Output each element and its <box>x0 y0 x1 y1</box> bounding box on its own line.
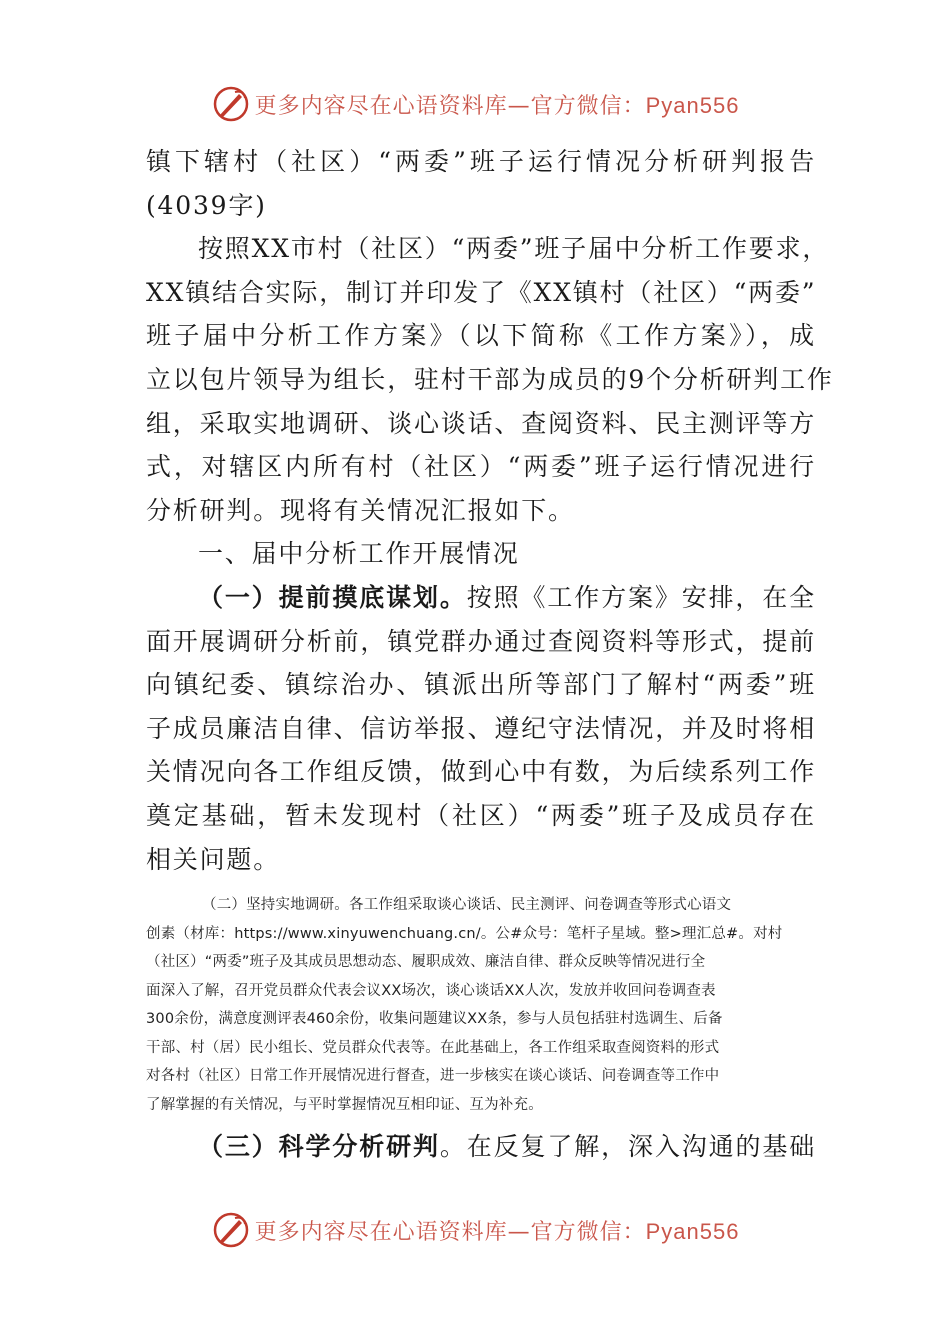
sec1-lead: （一）提前摸底谋划。 <box>198 582 467 612</box>
intro-line: 立以包片领导为组长，驻村干部为成员的9个分析研判工作 <box>146 364 834 394</box>
intro-line: 分析研判。现将有关情况汇报如下。 <box>146 495 575 525</box>
doc-title-wordcount: (4039字) <box>146 190 267 220</box>
pen-logo-icon <box>211 84 251 124</box>
sec2-line: 面深入了解，召开党员群众代表会议XX场次，谈心谈话XX人次，发放并收回问卷调查表 <box>146 982 716 999</box>
sec2-line: 干部、村（居）民小组长、党员群众代表等。在此基础上，各工作组采取查阅资料的形式 <box>146 1039 720 1056</box>
sec2-paragraph <box>146 891 816 1119</box>
sec1-line: 奠定基础，暂未发现村（社区）“两委”班子及成员存在 <box>146 800 816 830</box>
watermark-text: 更多内容尽在心语资料库—官方微信：Pyan556 <box>254 92 740 119</box>
intro-line: 式，对辖区内所有村（社区）“两委”班子运行情况进行 <box>146 452 816 482</box>
sec1-line: 关情况向各工作组反馈，做到心中有数，为后续系列工作 <box>146 757 817 787</box>
watermark-text: 更多内容尽在心语资料库—官方微信：Pyan556 <box>254 1218 740 1245</box>
sec2-line: （社区）“两委”班子及其成员思想动态、履职成效、廉洁自律、群众反映等情况进行全 <box>146 954 706 971</box>
sec1-line: 子成员廉洁自律、信访举报、遵纪守法情况，并及时将相 <box>146 713 817 743</box>
doc-title: 镇下辖村（社区）“两委”班子运行情况分析研判报告 <box>146 147 816 176</box>
section-heading: 一、届中分析工作开展情况 <box>198 539 520 569</box>
sec1-line: （一）提前摸底谋划。按照《工作方案》安排，在全 <box>198 582 816 612</box>
watermark-banner-top <box>0 80 950 128</box>
sec2-line: 了解掌握的有关情况，与平时掌握情况互相印证、互为补充。 <box>146 1096 543 1113</box>
document-body <box>146 140 834 1169</box>
sec3-line: （三）科学分析研判。在反复了解，深入沟通的基础 <box>198 1132 817 1162</box>
intro-line: XX镇结合实际，制订并印发了《XX镇村（社区）“两委” <box>146 277 817 307</box>
sec2-line: 300余份，满意度测评表460余份，收集问题建议XX条，参与人员包括驻村选调生、后备 <box>146 1011 723 1028</box>
sec1-line: 向镇纪委、镇综治办、镇派出所等部门了解村“两委”班 <box>146 670 816 700</box>
intro-line: 班子届中分析工作方案》（以下简称《工作方案》），成 <box>146 321 816 351</box>
sec2-line: （二）坚持实地调研。各工作组采取谈心谈话、民主测评、问卷调查等形式心语文 <box>202 897 732 914</box>
sec2-line: 对各村（社区）日常工作开展情况进行督查，进一步核实在谈心谈话、问卷调查等工作中 <box>146 1068 720 1085</box>
sec3-lead: （三）科学分析研判 <box>198 1132 440 1162</box>
pen-logo-icon <box>211 1210 251 1250</box>
sec1-line: 相关问题。 <box>146 844 281 874</box>
sec2-line: 创素（材库：https://www.xinyuwenchuang.cn/。公#众号：笔杆子星域。整>理汇总#。对村 <box>146 925 783 942</box>
intro-line: 按照XX市村（社区）“两委”班子届中分析工作要求， <box>198 234 830 264</box>
intro-line: 组，采取实地调研、谈心谈话、查阅资料、民主测评等方 <box>146 408 817 438</box>
watermark-banner-bottom <box>0 1206 950 1254</box>
sec1-line: 面开展调研分析前，镇党群办通过查阅资料等形式，提前 <box>146 626 817 656</box>
